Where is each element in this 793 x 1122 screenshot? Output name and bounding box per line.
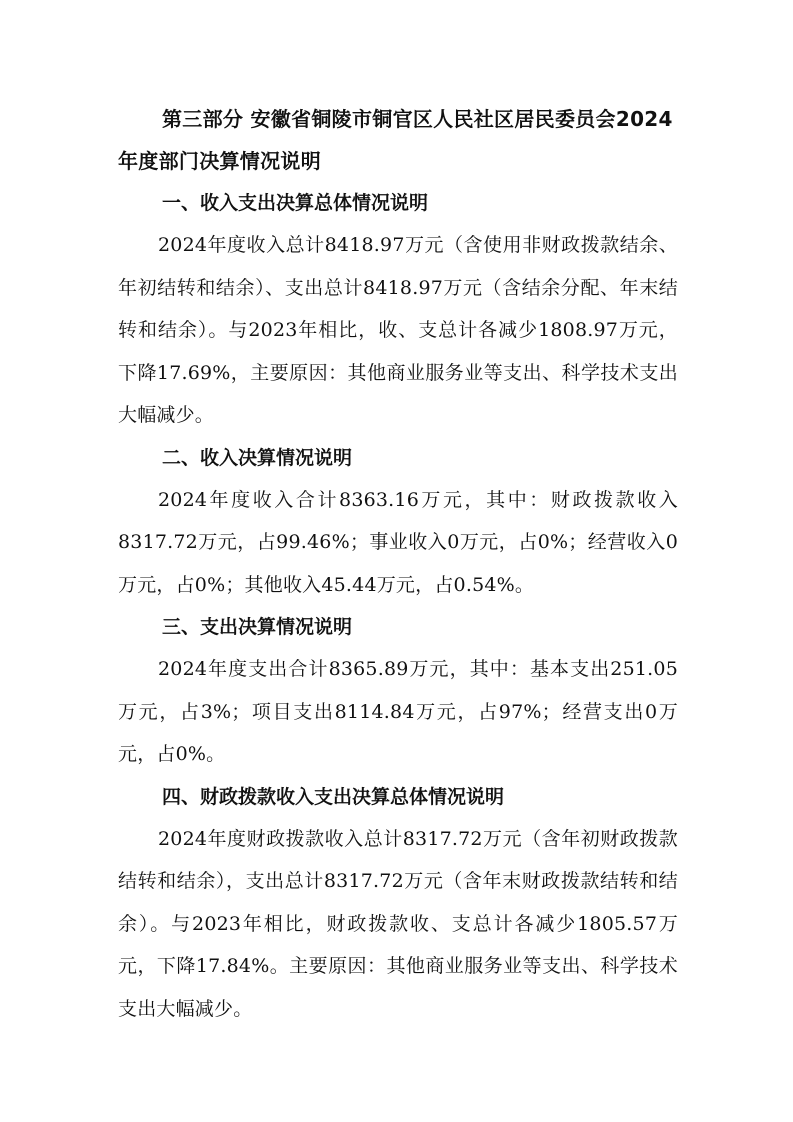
- section-heading-4: 四、财政拨款收入支出决算总体情况说明: [162, 785, 505, 808]
- section-heading-3: 三、支出决算情况说明: [162, 616, 353, 638]
- section-heading-1: 一、收入支出决算总体情况说明: [162, 192, 429, 214]
- section-paragraph-1: 2024年度收入总计8418.97万元（含使用非财政拨款结余、年初结转和结余）、支出总计8418.97万元（含结余分配、年末结转和结余）。与2023年相比，收、支总计各减少1808.97万元，下降17.69%，主要原因：其他商业服务业等支出、科学技术支出大幅减少。: [118, 234, 678, 426]
- document-body: [118, 98, 678, 1030]
- section-paragraph-2: 2024年度收入合计8363.16万元，其中：财政拨款收入8317.72万元，占99.46%；事业收入0万元，占0%；经营收入0万元，占0%；其他收入45.44万元，占0.54%。: [118, 488, 678, 596]
- section-paragraph-4: 2024年度财政拨款收入总计8317.72万元（含年初财政拨款结转和结余），支出总计8317.72万元（含年末财政拨款结转和结余）。与2023年相比，财政拨款收、支总计各减少1805.57万元，下降17.84%。主要原因：其他商业服务业等支出、科学技术支出大幅减少。: [118, 827, 678, 1020]
- document-title: 第三部分 安徽省铜陵市铜官区人民社区居民委员会2024年度部门决算情况说明: [118, 107, 673, 173]
- section-heading-2: 二、收入决算情况说明: [162, 446, 353, 469]
- section-paragraph-3: 2024年度支出合计8365.89万元，其中：基本支出251.05万元，占3%；项目支出8114.84万元，占97%；经营支出0万元，占0%。: [118, 658, 678, 765]
